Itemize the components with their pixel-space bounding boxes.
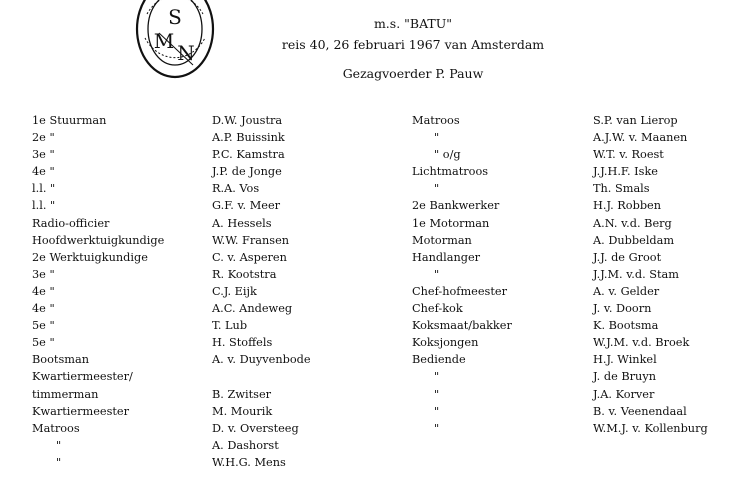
crew-name: J. v. Doorn bbox=[593, 302, 652, 316]
crew-name: A.P. Buissink bbox=[212, 131, 285, 145]
crew-name: J.J.H.F. Iske bbox=[593, 165, 658, 179]
crew-name: A.N. v.d. Berg bbox=[593, 216, 672, 230]
crew-name: W.T. v. Roest bbox=[593, 148, 664, 162]
rank-label: l.l. " bbox=[32, 199, 56, 213]
crew-name: T. Lub bbox=[212, 319, 248, 333]
crew-name: A. Dashorst bbox=[212, 438, 279, 452]
crew-left-ranks bbox=[32, 112, 164, 471]
rank-label: 1e Stuurman bbox=[32, 114, 107, 127]
rank-label: " bbox=[434, 404, 440, 418]
rank-label: Koksjongen bbox=[412, 336, 479, 350]
crew-name: B. Zwitser bbox=[212, 387, 272, 401]
crew-name: G.F. v. Meer bbox=[212, 199, 281, 213]
crew-name: H.J. Winkel bbox=[593, 353, 657, 367]
rank-label: Bediende bbox=[412, 353, 466, 367]
crew-name: J.A. Korver bbox=[593, 387, 655, 401]
rank-label: 2e " bbox=[32, 131, 55, 145]
crew-name: W.M.J. v. Kollenburg bbox=[593, 421, 708, 435]
svg-text:S: S bbox=[168, 5, 182, 29]
ship-name: m.s. "BATU" bbox=[373, 16, 453, 31]
crew-name: R. Kootstra bbox=[212, 267, 277, 281]
rank-label: " bbox=[56, 455, 62, 469]
rank-label: l.l. " bbox=[32, 182, 56, 196]
rank-label: " bbox=[434, 421, 440, 435]
rank-label: 1e Motorman bbox=[412, 216, 490, 230]
rank-label: 2e Werktuigkundige bbox=[32, 250, 148, 264]
crew-name: A.J.W. v. Maanen bbox=[593, 131, 688, 145]
rank-label: Lichtmatroos bbox=[412, 165, 489, 179]
rank-label: 5e " bbox=[32, 336, 55, 350]
crew-name: C.J. Eijk bbox=[212, 284, 257, 298]
rank-label: Matroos bbox=[32, 421, 80, 435]
crew-name: M. Mourik bbox=[212, 404, 273, 418]
crew-name: H. Stoffels bbox=[212, 336, 273, 350]
crew-name: D. v. Oversteeg bbox=[212, 421, 299, 435]
crew-name: J.J. de Groot bbox=[593, 250, 662, 264]
crew-name: A. v. Gelder bbox=[593, 284, 660, 298]
crew-name: A.C. Andeweg bbox=[212, 302, 293, 316]
crew-name: J.J.M. v.d. Stam bbox=[593, 267, 680, 281]
crew-name: J.P. de Jonge bbox=[212, 165, 282, 179]
rank-label: Koksmaat/bakker bbox=[412, 319, 512, 333]
crew-name: K. Bootsma bbox=[593, 319, 659, 333]
rank-label: " o/g bbox=[434, 148, 461, 162]
crew-name: H.J. Robben bbox=[593, 199, 662, 213]
crew-name: J. de Bruyn bbox=[593, 370, 656, 384]
crew-name: B. v. Veenendaal bbox=[593, 404, 687, 418]
crew-name: P.C. Kamstra bbox=[212, 148, 285, 162]
crew-name: A. Hessels bbox=[212, 216, 272, 230]
rank-label: Chef-hofmeester bbox=[412, 284, 507, 298]
rank-label: 4e " bbox=[32, 302, 55, 316]
svg-text:N: N bbox=[177, 41, 195, 65]
crew-name: W.W. Fransen bbox=[212, 233, 290, 247]
captain-line: Gezagvoerder P. Pauw bbox=[342, 66, 484, 81]
rank-label: 3e " bbox=[32, 148, 55, 162]
crew-name bbox=[212, 368, 311, 385]
crew-name: R.A. Vos bbox=[212, 182, 260, 196]
rank-label: Kwartiermeester bbox=[32, 404, 129, 418]
rank-label: " bbox=[56, 438, 62, 452]
rank-label: " bbox=[434, 387, 440, 401]
crew-left-names bbox=[212, 112, 311, 471]
rank-label: Kwartiermeester/ bbox=[32, 370, 133, 384]
rank-label: Chef-kok bbox=[412, 302, 463, 316]
rank-label: Handlanger bbox=[412, 250, 481, 264]
voyage-line: reis 40, 26 februari 1967 van Amsterdam bbox=[281, 37, 545, 52]
crew-name: W.J.M. v.d. Broek bbox=[593, 336, 690, 350]
rank-label: 5e " bbox=[32, 319, 55, 333]
rank-label: timmerman bbox=[32, 387, 99, 401]
rank-label: Bootsman bbox=[32, 353, 89, 367]
crew-name: S.P. van Lierop bbox=[593, 114, 678, 127]
rank-label: " bbox=[434, 131, 440, 145]
crew-name: C. v. Asperen bbox=[212, 250, 287, 264]
crew-name: A. Dubbeldam bbox=[593, 233, 675, 247]
crew-name: Th. Smals bbox=[593, 182, 650, 196]
crew-name: A. v. Duyvenbode bbox=[212, 353, 311, 367]
rank-label: Hoofdwerktuigkundige bbox=[32, 233, 165, 247]
crew-name: D.W. Joustra bbox=[212, 114, 283, 127]
rank-label: Radio-officier bbox=[32, 216, 110, 230]
rank-label: " bbox=[434, 370, 440, 384]
crew-name: W.H.G. Mens bbox=[212, 455, 286, 469]
crew-right-names bbox=[593, 112, 708, 437]
crew-right-ranks bbox=[412, 112, 512, 437]
rank-label: " bbox=[434, 182, 440, 196]
rank-label: 4e " bbox=[32, 165, 55, 179]
rank-label: Matroos bbox=[412, 114, 460, 127]
rank-label: 3e " bbox=[32, 267, 55, 281]
rank-label: 2e Bankwerker bbox=[412, 199, 500, 213]
svg-text:M: M bbox=[153, 29, 175, 53]
rank-label: " bbox=[434, 267, 440, 281]
rank-label: 4e " bbox=[32, 284, 55, 298]
rank-label: Motorman bbox=[412, 233, 472, 247]
